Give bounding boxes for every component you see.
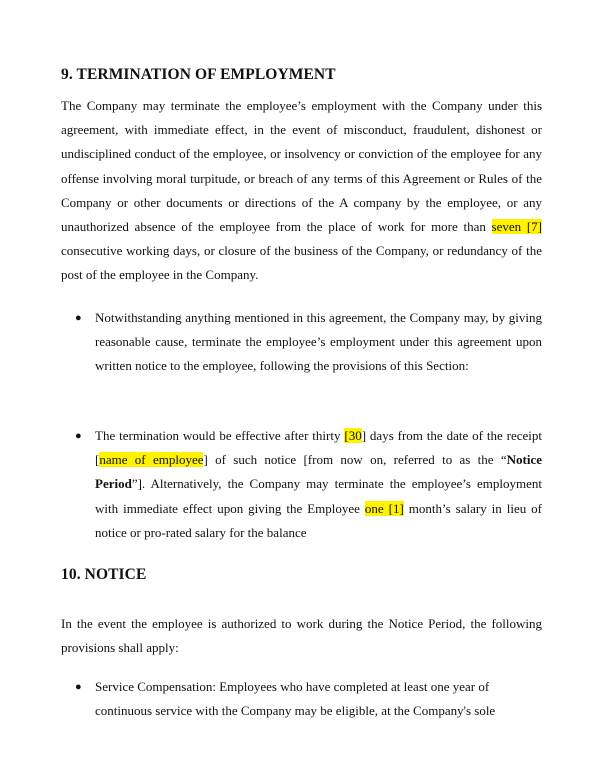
termination-paragraph-text-b: consecutive working days, or closure of the business of the Company, or redundancy of the post of the employee in the Company. <box>61 243 542 283</box>
highlight-thirty-days: [30 <box>344 428 362 443</box>
termination-paragraph-text-a: The Company may terminate the employee’s employment with the Company under this agreement, with immediate effect, in the event of misconduct, fraudulent, dishonest or undisciplined conduct of the employee, or insolvency or conviction of the employee for any offense involving moral turpitude, or breach of any terms of this Agreement or Rules of the Company or other documents or directions of the A company by the employee, or any unauthorized absence of the employee from the place of work for more than <box>61 98 542 235</box>
bullet-text-5: month’s salary in lieu of notice or pro-rated salary for the balance <box>95 500 543 540</box>
termination-paragraph <box>61 94 542 288</box>
highlight-one-month: one [1] <box>364 500 404 516</box>
bullet-item-notice-period <box>75 424 543 545</box>
notice-paragraph: In the event the employee is authorized to work during the Notice Period, the following provisions shall apply: <box>61 616 542 656</box>
bullet-icon: ● <box>75 430 82 442</box>
bullet-item-written-notice <box>75 306 542 379</box>
section-9-heading: 9. TERMINATION OF EMPLOYMENT <box>61 66 336 83</box>
bullet-text: Service Compensation: Employees who have completed at least one year of continuous service with the Company may be eligible, at the Company's sole <box>95 679 496 719</box>
highlight-name-of-employee: name of employee <box>99 452 204 468</box>
bullet-text-2: ] days from the date of the receipt [ <box>95 428 542 468</box>
bullet-icon: ● <box>75 681 82 693</box>
bullet-text-1: The termination would be effective after thirty <box>95 428 345 443</box>
highlight-seven-days: seven [7] <box>491 219 542 235</box>
bullet-item-service-compensation <box>75 675 542 723</box>
bullet-text-4: ”]. Alternatively, the Company may terminate the employee’s employment with immediate effect upon giving the Employee <box>95 476 542 516</box>
bullet-text-3: ] of such notice [from now on, referred to as the “ <box>203 452 507 468</box>
notice-period-term: Notice Period <box>95 452 542 492</box>
section-10-heading: 10. NOTICE <box>61 566 147 583</box>
bullet-text: Notwithstanding anything mentioned in this agreement, the Company may, by giving reasonable cause, terminate the employee’s employment under this agreement upon written notice to the employee, following the provisions of this Section: <box>95 310 542 374</box>
bullet-icon: ● <box>75 312 82 324</box>
